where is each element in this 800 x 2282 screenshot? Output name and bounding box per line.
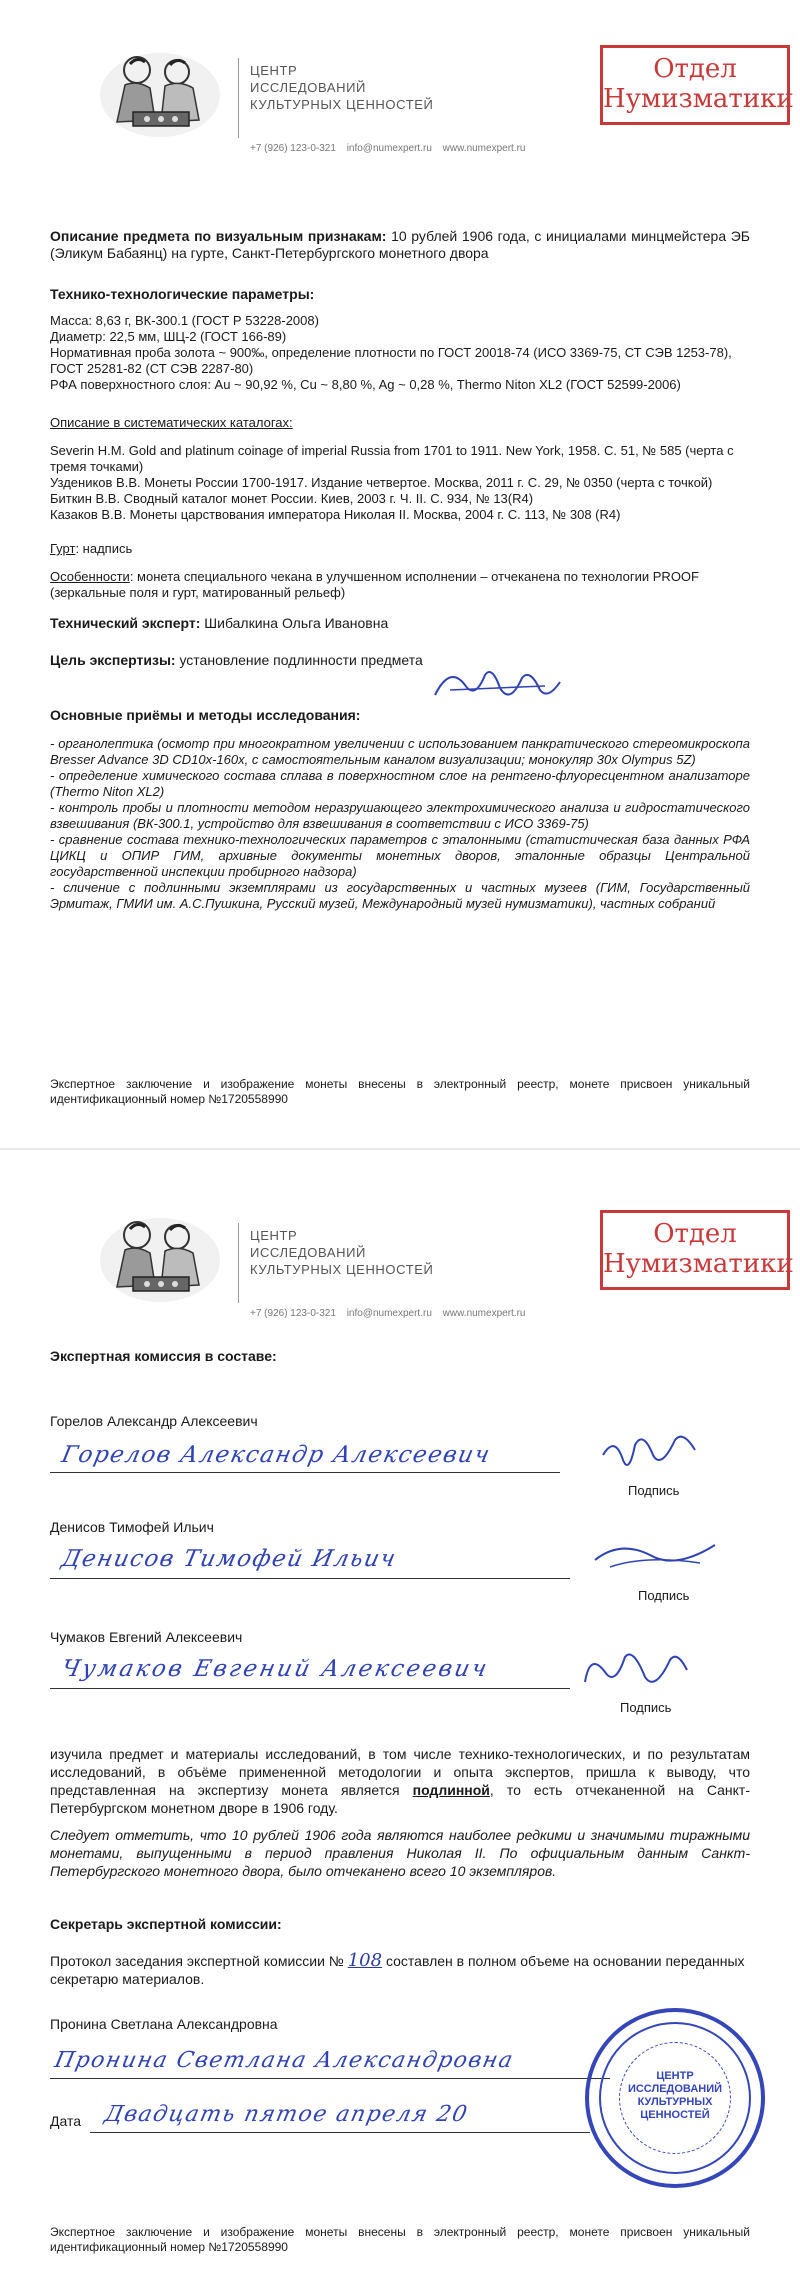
contacts xyxy=(250,143,533,154)
brand-line: ЦЕНТР xyxy=(250,1228,298,1243)
seal-center xyxy=(589,2070,761,2122)
conclusion xyxy=(50,1745,750,1817)
features-label: Особенности xyxy=(50,569,130,584)
catalog-entry: Биткин В.В. Сводный каталог монет России. Киев, 2003 г. Ч. II. С. 934, № 13(R4) xyxy=(50,491,534,506)
registry-note: Экспертное заключение и изображение монеты внесены в электронный реестр, монете присвоен уникальный идентификационный номер №1720558990 xyxy=(50,1077,750,1106)
expertise-body xyxy=(50,228,750,912)
tech-params-title: Технико-технологические параметры: xyxy=(50,286,315,302)
phone: +7 (926) 123-0-321 xyxy=(250,143,336,154)
seal-text: ЦЕНТР xyxy=(656,2070,694,2082)
seal-text: ЦЕННОСТЕЙ xyxy=(640,2109,710,2121)
item-description xyxy=(50,228,750,262)
tech-expert-signature xyxy=(430,660,570,710)
date-handwritten: Двадцать пятое апреля 20 xyxy=(102,2102,471,2127)
phone: +7 (926) 123-0-321 xyxy=(250,1308,336,1319)
tech-params-list xyxy=(50,313,750,393)
member-signature xyxy=(590,1535,720,1580)
contacts xyxy=(250,1308,533,1319)
logo-illustration-icon xyxy=(95,1205,225,1305)
tech-expert-label: Технический эксперт: xyxy=(50,615,201,631)
brand-line: КУЛЬТУРНЫХ ЦЕННОСТЕЙ xyxy=(250,1262,434,1277)
letterhead xyxy=(95,1185,800,1325)
stamp-line: Отдел xyxy=(653,54,737,84)
header-divider xyxy=(238,1223,239,1303)
methods-list xyxy=(50,736,750,912)
website: www.numexpert.ru xyxy=(442,143,526,154)
name-line xyxy=(50,1472,560,1473)
goal-value: установление подлинности предмета xyxy=(175,652,423,668)
member-name: Денисов Тимофей Ильич xyxy=(50,1519,214,1535)
method-item: - органолептика (осмотр при многократном увеличении с использованием панкратического стереомикроскопа Bresser Advance 3D CD10x-160x, с самостоятельным каналом визуализации; монокуляр 30x Olympus 5Z) xyxy=(50,736,750,767)
catalog-entry: Severin H.M. Gold and platinum coinage of imperial Russia from 1701 to 1911. New York, 1958. С. 51, № 585 (черта с тремя точками) xyxy=(50,443,734,474)
methods-title: Основные приёмы и методы исследования: xyxy=(50,707,361,723)
secretary-title: Секретарь экспертной комиссии: xyxy=(50,1916,282,1932)
department-stamp xyxy=(600,1210,794,1290)
protocol xyxy=(50,1952,750,1988)
brand-line: ЦЕНТР xyxy=(250,63,298,78)
email: info@numexpert.ru xyxy=(346,1308,432,1319)
secretary-handwritten-name: Пронина Светлана Александровна xyxy=(52,2048,517,2073)
member-handwritten-name: Чумаков Евгений Алексеевич xyxy=(59,1656,492,1682)
brand-line: ИССЛЕДОВАНИЙ xyxy=(250,1245,366,1260)
gurt-label: Гурт xyxy=(50,541,76,556)
edge-info xyxy=(50,541,750,557)
name-line xyxy=(50,1688,570,1689)
brand-line: КУЛЬТУРНЫХ ЦЕННОСТЕЙ xyxy=(250,97,434,112)
logo-illustration-icon xyxy=(95,40,225,140)
tech-expert xyxy=(50,615,750,632)
features-info xyxy=(50,569,750,601)
stamp-line: Нумизматики xyxy=(603,1249,794,1279)
features-value: : монета специального чекана в улучшенном исполнении – отчеканена по технологии PROOF (зеркальные поля и гурт, матированный рельеф) xyxy=(50,569,699,600)
brand-line: ИССЛЕДОВАНИЙ xyxy=(250,80,366,95)
tech-param: Диаметр: 22,5 мм, ШЦ-2 (ГОСТ 166-89) xyxy=(50,329,287,344)
letterhead xyxy=(95,20,800,160)
stamp-line: Нумизматики xyxy=(603,84,794,114)
signature-label: Подпись xyxy=(620,1700,672,1715)
department-stamp xyxy=(600,45,794,125)
verdict: подлинной xyxy=(412,1782,490,1798)
round-seal xyxy=(585,2008,765,2188)
seal-text: ИССЛЕДОВАНИЙ xyxy=(627,2083,723,2095)
member-handwritten-name: Горелов Александр Алексеевич xyxy=(59,1442,494,1468)
website: www.numexpert.ru xyxy=(442,1308,526,1319)
tech-expert-name: Шибалкина Ольга Ивановна xyxy=(200,615,389,631)
seal-text: КУЛЬТУРНЫХ xyxy=(637,2096,713,2108)
date-label: Дата xyxy=(50,2113,82,2129)
member-name: Чумаков Евгений Алексеевич xyxy=(50,1629,243,1645)
signature-label: Подпись xyxy=(628,1483,680,1498)
brand-name xyxy=(250,62,433,113)
email: info@numexpert.ru xyxy=(346,143,432,154)
name-line xyxy=(50,1578,570,1579)
member-name: Горелов Александр Алексеевич xyxy=(50,1413,258,1429)
tech-param: РФА поверхностного слоя: Au ~ 90,92 %, Cu ~ 8,80 %, Ag ~ 0,28 %, Thermo Niton XL2 (ГОСТ 52599-2006) xyxy=(50,377,681,392)
tech-param: Нормативная проба золота ~ 900‰, определение плотности по ГОСТ 20018-74 (ИСО 3369-75, СТ СЭВ 1253-78), ГОСТ 25281-82 (СТ СЭВ 2287-80) xyxy=(50,345,732,376)
stamp-line: Отдел xyxy=(653,1219,737,1249)
conclusion-text: , то есть отчеканенной на Санкт-Петербургском монетном дворе в 1906 году. xyxy=(50,1782,750,1816)
catalog-entry: Уздеников В.В. Монеты России 1700-1917. Издание четвертое. Москва, 2011 г. С. 29, № 0350 (черта с точкой) xyxy=(50,475,713,490)
member-signature xyxy=(575,1642,695,1697)
member-handwritten-name: Денисов Тимофей Ильич xyxy=(59,1546,400,1572)
method-item: - сличение с подлинными экземплярами из государственных и частных музеев (ГИМ, Государственный Эрмитаж, ГМИИ им. А.С.Пушкина, Русский музей, Международный музей нумизматики), частных собраний xyxy=(50,880,750,911)
method-item: - контроль пробы и плотности методом неразрушающего электрохимического анализа и гидростатического взвешивания (ВК-300.1, устройство для взвешивания в соответствии с ИСО 3369-75) xyxy=(50,800,750,831)
conclusion-text: изучила предмет и материалы исследований, в том числе технико-технологических, и по результатам исследований, в объёме примененной методологии и опыта экспертов, пришла к выводу, что представленная на экспертизу монета является xyxy=(50,1746,750,1798)
method-item: - сравнение состава технико-технологических параметров с эталонными (статистическая база данных РФА ЦИКЦ и ОПИР ГИМ, архивные документы монетных дворов, эталонные образцы Центральной государственной инспекции пробирного надзора) xyxy=(50,832,750,879)
signature-label: Подпись xyxy=(638,1588,690,1603)
commission-title: Экспертная комиссия в составе: xyxy=(50,1348,277,1364)
description-text: 10 рублей 1906 года, с инициалами минцмейстера ЭБ (Эликум Бабаянц) на гурте, Санкт-Петербургского монетного двора xyxy=(50,228,750,261)
catalog-entry: Казаков В.В. Монеты царствования императора Николая II. Москва, 2004 г. С. 113, № 308 (R4) xyxy=(50,507,621,522)
secretary-name: Пронина Светлана Александровна xyxy=(50,2016,278,2032)
catalogs-list xyxy=(50,443,750,523)
protocol-text: Протокол заседания экспертной комиссии № xyxy=(50,1953,348,1969)
brand-name xyxy=(250,1227,433,1278)
date-line xyxy=(90,2132,590,2133)
gurt-value: : надпись xyxy=(75,541,133,556)
catalogs-title: Описание в систематических каталогах: xyxy=(50,415,293,430)
name-line xyxy=(50,2078,610,2079)
description-label: Описание предмета по визуальным признакам: xyxy=(50,228,387,244)
method-item: - определение химического состава сплава в поверхностном слое на рентгено-флуоресцентном анализаторе (Thermo Niton XL2) xyxy=(50,768,750,799)
tech-param: Масса: 8,63 г, ВК-300.1 (ГОСТ Р 53228-2008) xyxy=(50,313,319,328)
member-signature xyxy=(595,1425,705,1480)
header-divider xyxy=(238,58,239,138)
rarity-note: Следует отметить, что 10 рублей 1906 года являются наиболее редкими и значимыми тиражными монетами, выпущенными в период правления Николая II. По официальным данным Санкт-Петербургского монетного двора, было отчеканено всего 10 экземпляров. xyxy=(50,1827,750,1879)
document-page-2 xyxy=(0,1150,800,2282)
protocol-number: 108 xyxy=(347,1950,383,1971)
protocol-text: составлен в полном объеме на основании переданных секретарю материалов. xyxy=(50,1953,745,1987)
registry-note: Экспертное заключение и изображение монеты внесены в электронный реестр, монете присвоен уникальный идентификационный номер №1720558990 xyxy=(50,2225,750,2254)
goal xyxy=(50,652,750,669)
goal-label: Цель экспертизы: xyxy=(50,652,176,668)
